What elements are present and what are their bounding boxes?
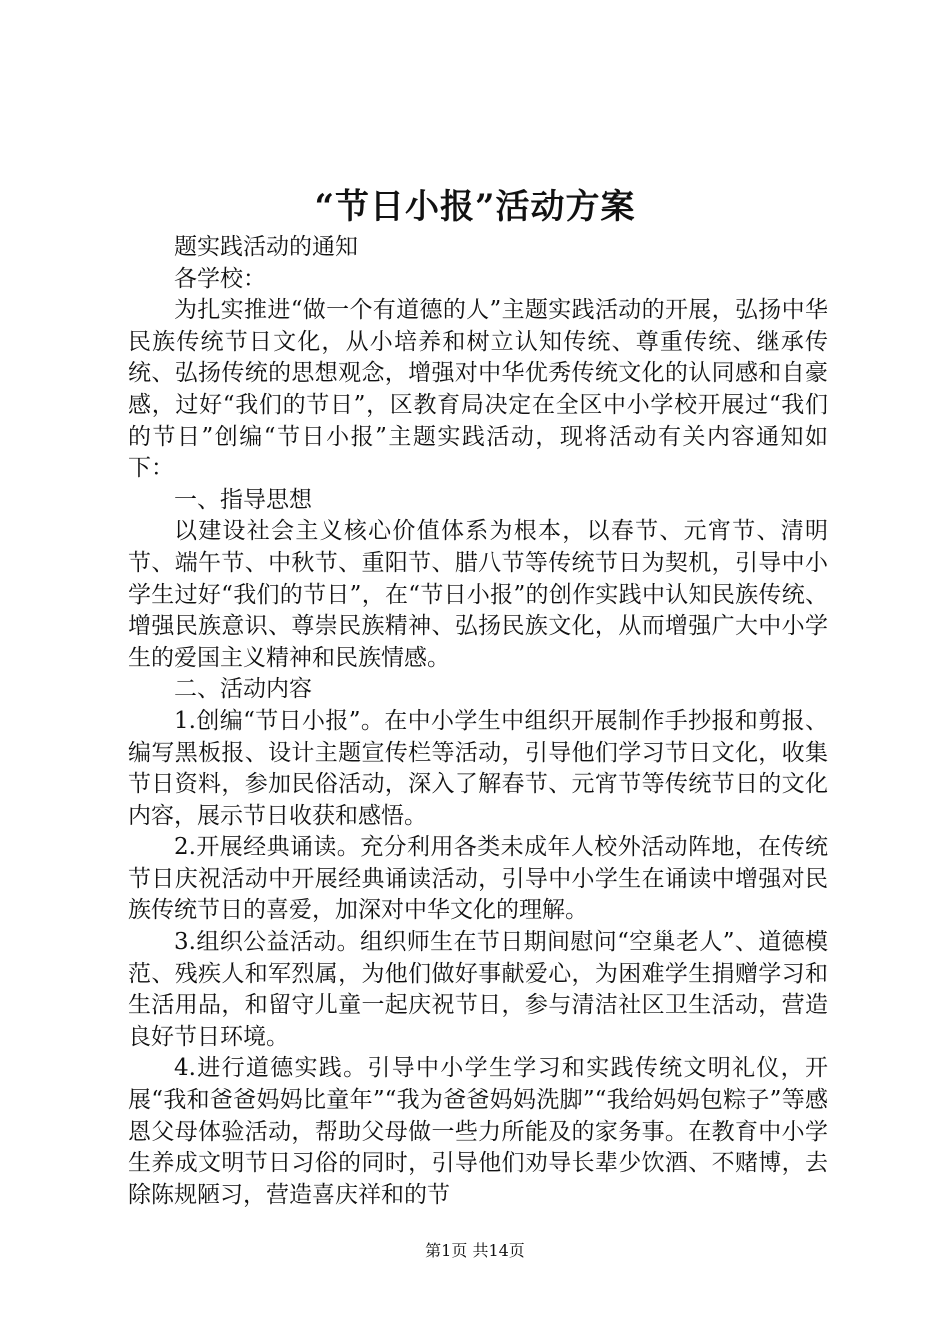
paragraph-salutation: 各学校： — [174, 265, 266, 292]
paragraph-notice-heading: 题实践活动的通知 — [174, 234, 358, 260]
paragraph-item-2: 2.开展经典诵读。充分利用各类未成年人校外活动阵地，在传统节日庆祝活动中开展经典诵读活动，引导中小学生在诵读中增强对民族传统节日的喜爱，加深对中华文化的理解。 — [128, 834, 828, 924]
section-heading-activity-content: 二、活动内容 — [174, 676, 312, 703]
document-body — [128, 232, 828, 1211]
paragraph-item-1: 1.创编“节日小报”。在中小学生中组织开展制作手抄报和剪报、编写黑板报、设计主题宣传栏等活动，引导他们学习节日文化，收集节日资料，参加民俗活动，深入了解春节、元宵节等传统节日的文化内容，展示节日收获和感悟。 — [128, 707, 828, 829]
paragraph-guiding-thought: 以建设社会主义核心价值体系为根本，以春节、元宵节、清明节、端午节、中秋节、重阳节、腊八节等传统节日为契机，引导中小学生过好“我们的节日”，在“节日小报”的创作实践中认知民族传统、增强民族意识、尊崇民族精神、弘扬民族文化，从而增强广大中小学生的爱国主义精神和民族情感。 — [128, 518, 828, 671]
section-heading-guiding-thought: 一、指导思想 — [174, 486, 312, 513]
paragraph-intro: 为扎实推进“做一个有道德的人”主题实践活动的开展，弘扬中华民族传统节日文化，从小培养和树立认知传统、尊重传统、继承传统、弘扬传统的思想观念，增强对中华优秀传统文化的认同感和自豪感，过好“我们的节日”，区教育局决定在全区中小学校开展过“我们的节日”创编“节日小报”主题实践活动，现将活动有关内容通知如下： — [128, 297, 828, 482]
page-number-footer: 第1页 共14页 — [425, 1241, 525, 1260]
document-title: “节日小报”活动方案 — [314, 187, 636, 227]
paragraph-item-4: 4.进行道德实践。引导中小学生学习和实践传统文明礼仪，开展“我和爸爸妈妈比童年”“我为爸爸妈妈洗脚”“我给妈妈包粽子”等感恩父母体验活动，帮助父母做一些力所能及的家务事。在教育中小学生养成文明节日习俗的同时，引导他们劝导长辈少饮酒、不赌博，去除陈规陋习，营造喜庆祥和的节 — [128, 1055, 828, 1208]
paragraph-item-3: 3.组织公益活动。组织师生在节日期间慰问“空巢老人”、道德模范、残疾人和军烈属，为他们做好事献爱心，为困难学生捐赠学习和生活用品，和留守儿童一起庆祝节日，参与清洁社区卫生活动，营造良好节日环境。 — [128, 929, 828, 1050]
